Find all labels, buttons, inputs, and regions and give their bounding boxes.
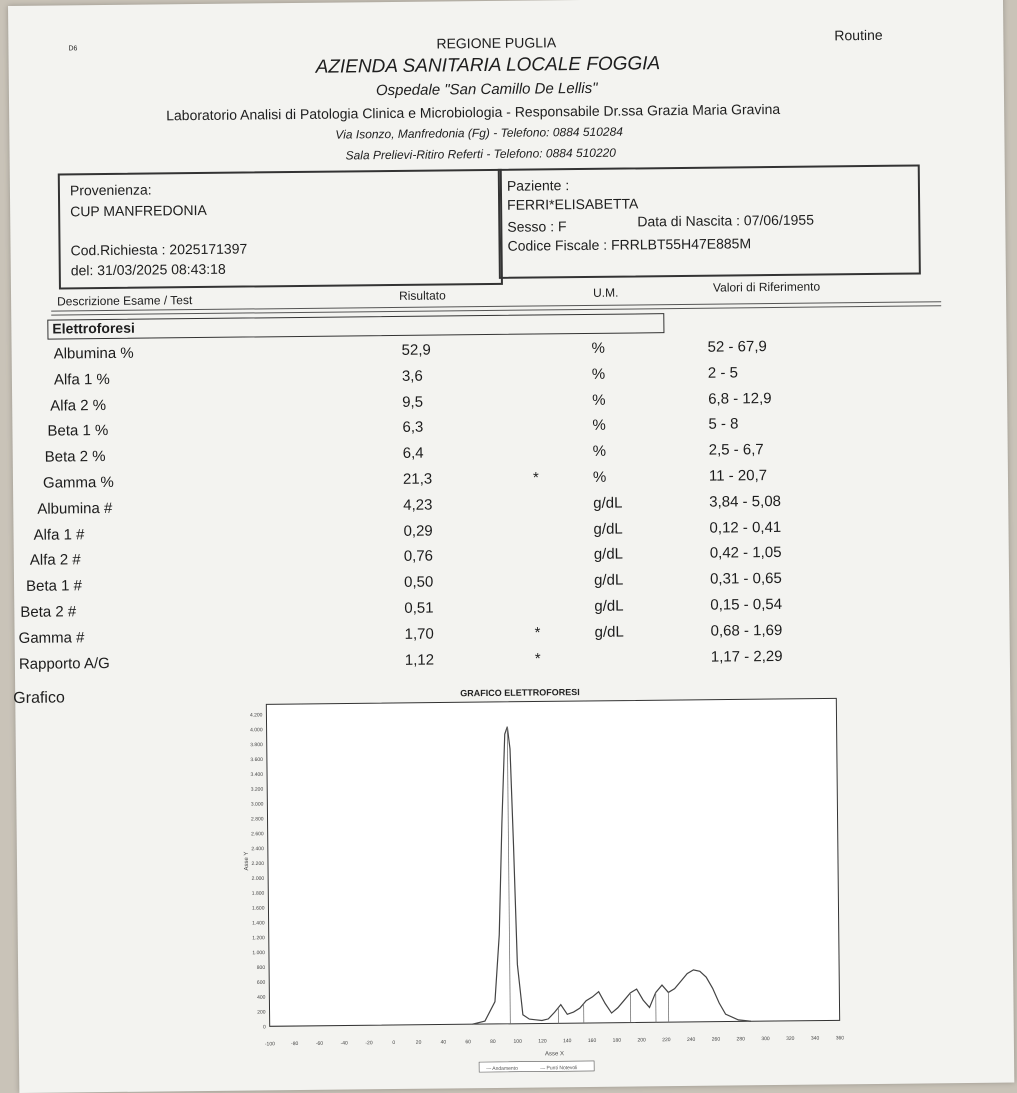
y-tick-label: 3.000 xyxy=(250,801,264,808)
result-name: Beta 2 # xyxy=(20,603,77,621)
result-ref: 5 - 8 xyxy=(708,415,739,434)
provenance-label: Provenienza: xyxy=(69,181,152,199)
patient-sex: Sesso : F xyxy=(507,218,567,235)
lab-address: Via Isonzo, Manfredonia (Fg) - Telefono: 0884 510284 xyxy=(335,124,623,142)
y-tick-label: 600 xyxy=(256,979,266,986)
result-name: Alfa 1 # xyxy=(33,525,85,544)
x-tick-label: 360 xyxy=(835,1035,845,1042)
result-name: Beta 2 % xyxy=(44,448,106,466)
x-tick-label: 120 xyxy=(538,1038,547,1045)
patient-label: Paziente : xyxy=(506,177,570,194)
y-tick-label: 3.400 xyxy=(250,771,264,778)
result-value: 52,9 xyxy=(401,341,431,359)
x-tick-label: 240 xyxy=(686,1036,696,1043)
result-value: 1,70 xyxy=(404,625,434,643)
x-tick-label: 280 xyxy=(736,1036,745,1043)
x-tick-label: -40 xyxy=(340,1040,348,1047)
legend-punti: — Punti Notevoli xyxy=(540,1065,578,1072)
x-tick-label: 180 xyxy=(612,1037,622,1044)
result-name: Alfa 2 % xyxy=(50,396,107,415)
x-tick-label: 100 xyxy=(513,1038,522,1045)
result-name: Gamma % xyxy=(42,473,114,492)
y-tick-label: 3.200 xyxy=(250,786,264,793)
x-tick-label: -100 xyxy=(264,1041,275,1048)
result-ref: 6,8 - 12,9 xyxy=(708,389,772,408)
x-tick-label: 220 xyxy=(662,1037,671,1044)
plot-area xyxy=(266,698,839,1026)
patient-fiscal: Codice Fiscale : FRRLBT55H47E885M xyxy=(507,235,752,254)
request-code: Cod.Richiesta : 2025171397 xyxy=(70,240,248,259)
electrophoresis-chart xyxy=(240,680,844,1076)
col-um: U.M. xyxy=(592,285,619,300)
result-flag: * xyxy=(534,650,541,668)
result-name: Beta 1 % xyxy=(47,422,109,441)
lab-name: Laboratorio Analisi di Patologia Clinica e Microbiologia - Responsabile Dr.ssa Grazia Maria Gravina xyxy=(166,100,781,124)
result-value: 0,51 xyxy=(404,599,434,617)
result-value: 0,76 xyxy=(403,547,434,566)
result-value: 0,50 xyxy=(403,573,434,592)
x-tick-label: -20 xyxy=(365,1040,373,1047)
result-um: g/dL xyxy=(594,623,624,641)
x-tick-label: 0 xyxy=(392,1040,396,1047)
y-tick-label: 2.000 xyxy=(251,875,265,882)
result-value: 21,3 xyxy=(402,470,433,488)
result-flag: * xyxy=(534,624,541,642)
legend-andamento: — Andamento xyxy=(486,1065,518,1073)
result-value: 6,4 xyxy=(402,444,424,463)
y-tick-label: 0 xyxy=(262,1024,266,1031)
result-value: 4,23 xyxy=(403,496,433,514)
y-tick-label: 1.400 xyxy=(252,920,265,927)
result-name: Rapporto A/G xyxy=(18,654,110,673)
x-tick-label: 80 xyxy=(490,1038,496,1046)
result-um: g/dL xyxy=(593,571,624,590)
x-axis-label: Asse X xyxy=(544,1051,565,1058)
result-value: 0,29 xyxy=(403,522,433,540)
result-ref: 1,17 - 2,29 xyxy=(710,647,783,666)
result-um: g/dL xyxy=(593,520,623,538)
x-tick-label: 20 xyxy=(415,1039,422,1046)
hospital-name: Ospedale "San Camillo De Lellis" xyxy=(375,79,598,100)
section-title: Elettroforesi xyxy=(52,319,135,337)
y-axis-label: Asse Y xyxy=(243,851,251,871)
x-tick-label: 300 xyxy=(761,1036,770,1043)
y-tick-label: 1.000 xyxy=(252,950,265,957)
x-tick-label: 340 xyxy=(810,1035,820,1042)
x-tick-label: 200 xyxy=(637,1037,646,1044)
result-um: % xyxy=(592,442,607,461)
x-tick-label: -60 xyxy=(315,1040,324,1047)
result-ref: 52 - 67,9 xyxy=(707,338,767,356)
result-ref: 0,12 - 0,41 xyxy=(709,518,782,537)
asl-title: AZIENDA SANITARIA LOCALE FOGGIA xyxy=(315,53,661,78)
result-um: % xyxy=(591,339,606,357)
result-value: 9,5 xyxy=(402,393,424,411)
y-tick-label: 200 xyxy=(257,1009,266,1016)
y-tick-label: 2.600 xyxy=(251,831,264,838)
y-tick-label: 1.200 xyxy=(252,935,265,942)
result-um: g/dL xyxy=(593,494,623,512)
sala-phone: Sala Prelievi-Ritiro Referti - Telefono: 0884 510220 xyxy=(345,145,617,163)
result-ref: 2 - 5 xyxy=(707,364,738,382)
region-title: REGIONE PUGLIA xyxy=(436,34,557,52)
result-value: 1,12 xyxy=(404,651,435,669)
x-tick-label: 140 xyxy=(563,1038,572,1045)
y-tick-label: 2.400 xyxy=(251,846,264,853)
y-tick-label: 2.800 xyxy=(250,816,264,823)
x-tick-label: 60 xyxy=(465,1039,471,1046)
x-tick-label: 40 xyxy=(440,1039,447,1046)
y-tick-label: 400 xyxy=(257,994,266,1001)
x-tick-label: 260 xyxy=(711,1036,721,1043)
result-um: g/dL xyxy=(593,545,624,564)
result-um: % xyxy=(591,365,606,383)
x-tick-label: 160 xyxy=(587,1037,597,1044)
result-name: Albumina # xyxy=(37,499,113,518)
provenance-value: CUP MANFREDONIA xyxy=(70,201,207,220)
y-tick-label: 4.200 xyxy=(249,712,263,719)
result-value: 6,3 xyxy=(402,419,424,437)
col-desc: Descrizione Esame / Test xyxy=(57,293,193,309)
result-name: Alfa 1 % xyxy=(53,370,110,389)
x-tick-label: -80 xyxy=(291,1041,299,1048)
y-tick-label: 1.600 xyxy=(251,905,265,912)
col-ref: Valori di Riferimento xyxy=(712,279,821,295)
result-um: % xyxy=(592,391,606,409)
result-ref: 2,5 - 6,7 xyxy=(708,441,764,459)
result-flag: * xyxy=(532,469,539,487)
grafico-label: Grafico xyxy=(13,689,65,707)
y-tick-label: 2.200 xyxy=(251,860,265,868)
request-date: del: 31/03/2025 08:43:18 xyxy=(70,260,226,279)
result-name: Alfa 2 # xyxy=(29,551,81,570)
col-result: Risultato xyxy=(398,288,446,303)
y-tick-label: 3.800 xyxy=(250,742,263,749)
y-tick-label: 800 xyxy=(256,964,266,972)
x-tick-label: 320 xyxy=(786,1035,795,1042)
patient-name: FERRI*ELISABETTA xyxy=(507,195,639,213)
result-name: Albumina % xyxy=(53,344,134,363)
y-tick-label: 1.800 xyxy=(251,890,265,897)
result-ref: 0,31 - 0,65 xyxy=(709,570,782,588)
result-ref: 3,84 - 5,08 xyxy=(709,492,782,511)
result-um: g/dL xyxy=(594,597,624,615)
result-um: % xyxy=(592,417,606,435)
result-ref: 11 - 20,7 xyxy=(708,467,768,485)
result-ref: 0,68 - 1,69 xyxy=(710,621,783,640)
routine-label: Routine xyxy=(834,26,883,44)
result-um: % xyxy=(592,468,607,486)
result-name: Beta 1 # xyxy=(25,577,83,596)
corner-code: D6 xyxy=(68,45,78,53)
result-ref: 0,15 - 0,54 xyxy=(710,595,783,614)
result-ref: 0,42 - 1,05 xyxy=(709,544,782,563)
report-sheet xyxy=(8,0,1014,1093)
section-box xyxy=(47,313,664,339)
result-value: 3,6 xyxy=(401,367,423,385)
y-tick-label: 4.000 xyxy=(250,727,263,734)
y-tick-label: 3.600 xyxy=(250,756,263,764)
result-name: Gamma # xyxy=(18,629,85,647)
patient-birth: Data di Nascita : 07/06/1955 xyxy=(637,211,815,230)
chart-title: GRAFICO ELETTROFORESI xyxy=(460,687,580,699)
